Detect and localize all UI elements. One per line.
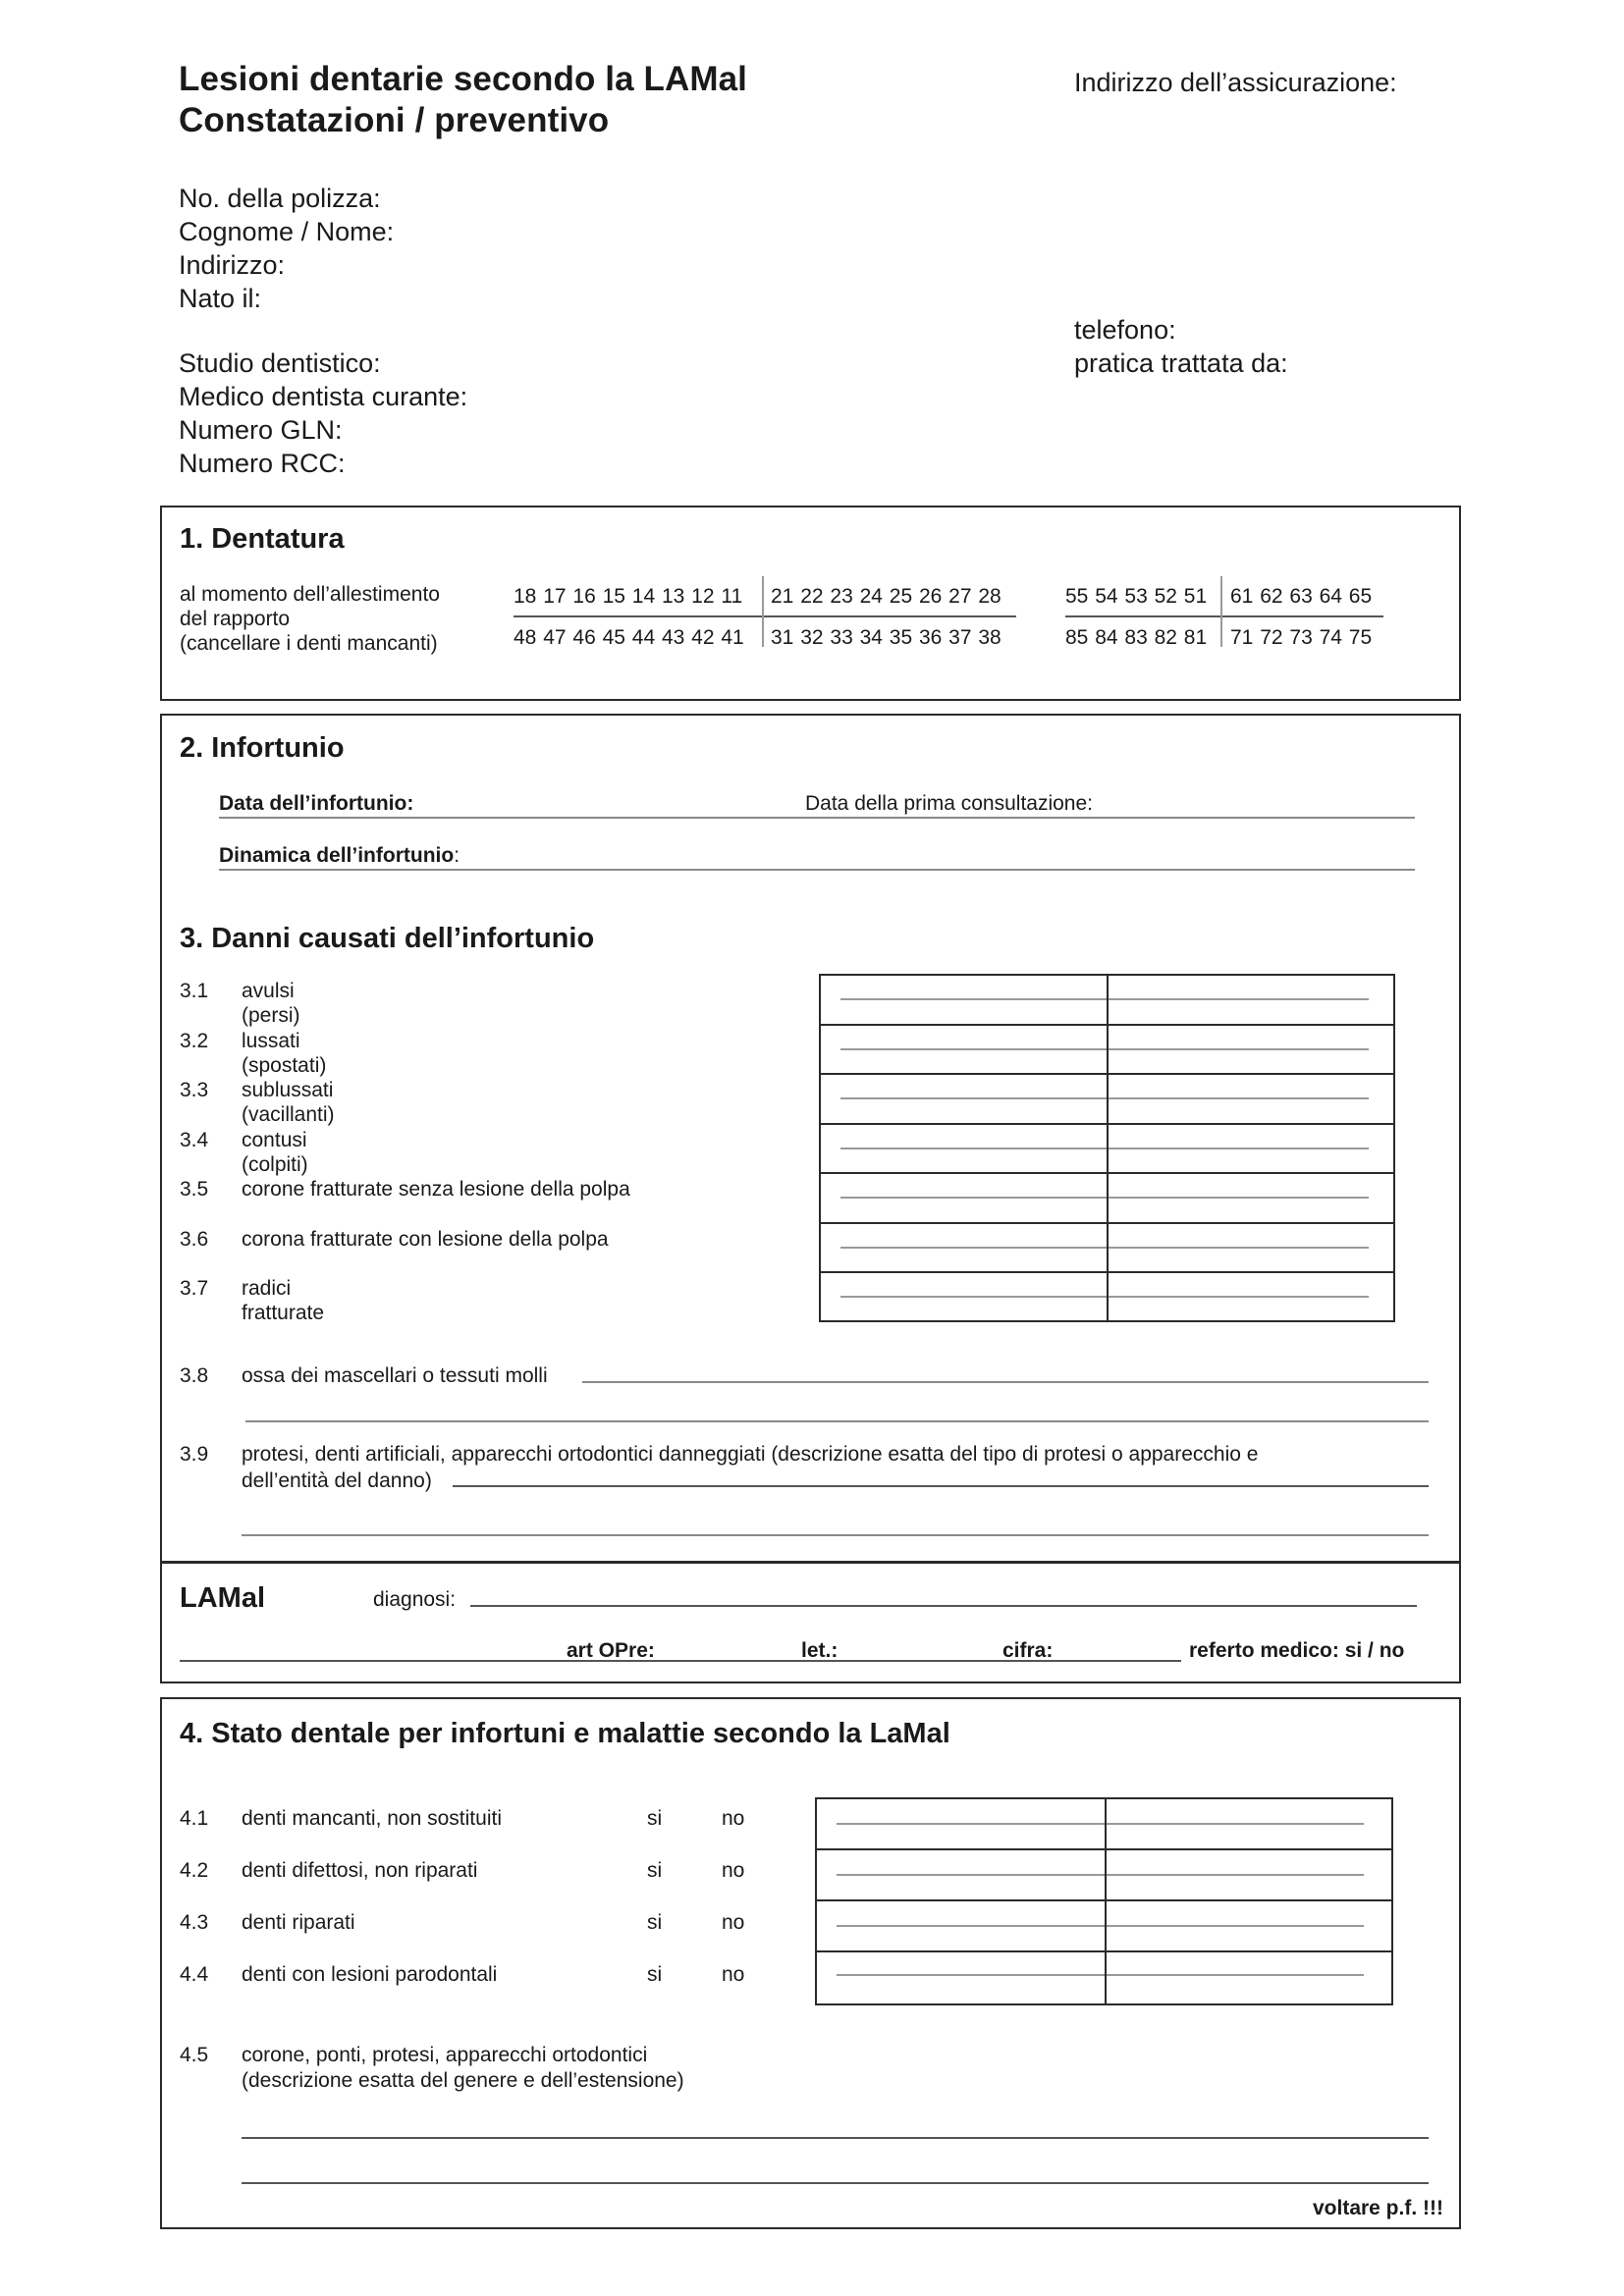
item-number: 3.5	[180, 1178, 209, 1201]
dental-status-list	[180, 1806, 769, 2014]
item-label: denti mancanti, non sostituiti	[242, 1807, 502, 1830]
patient-fields	[179, 182, 394, 315]
deciduous-teeth-chart	[1065, 576, 1389, 655]
damage-item-3-9	[180, 1442, 1397, 1492]
item-number: 3.2	[180, 1029, 209, 1052]
lamal-title: LAMal	[180, 1582, 265, 1614]
grid-cell[interactable]	[821, 1174, 1109, 1222]
grid-cell[interactable]	[821, 976, 1109, 1024]
item-label: ossa dei mascellari o tessuti molli	[242, 1364, 548, 1387]
item-label: protesi, denti artificiali, apparecchi ortodontici danneggiati (descrizione esatta del tipo di protesi o apparecchio e	[242, 1443, 1259, 1466]
jaw-divider	[1065, 615, 1383, 617]
dynamics-label: Dinamica dell’infortunio	[219, 844, 455, 867]
teeth-lower-right[interactable]: 48 47 46 45 44 43 42 41	[514, 626, 744, 649]
grid-cell[interactable]	[821, 1224, 1109, 1272]
grid-row	[817, 1850, 1391, 1901]
insurer-address-label: Indirizzo dell’assicurazione:	[1074, 68, 1397, 97]
item-label: denti con lesioni parodontali	[242, 1963, 498, 1986]
grid-cell[interactable]	[1107, 1273, 1393, 1322]
item-number: 3.7	[180, 1277, 209, 1300]
damage-item	[180, 1276, 325, 1326]
grid-row	[821, 1273, 1393, 1322]
colon: :	[454, 844, 460, 867]
item-number: 3.6	[180, 1227, 209, 1251]
description-line: (cancellare i denti mancanti)	[180, 632, 438, 655]
grid-row	[821, 976, 1393, 1026]
diagnosi-label: diagnosi:	[373, 1588, 457, 1611]
insurer-contact-fields	[1074, 313, 1288, 380]
referto-medico-label[interactable]: referto medico: si / no	[1189, 1639, 1405, 1662]
yes-option[interactable]: si	[647, 1911, 663, 1934]
treating-dentist-field[interactable]: Medico dentista curante:	[179, 382, 468, 411]
section-dentatura	[160, 506, 1461, 701]
grid-row	[821, 1075, 1393, 1125]
grid-cell[interactable]	[821, 1125, 1109, 1173]
no-option[interactable]: no	[722, 1963, 745, 1986]
form-title	[179, 59, 747, 141]
yes-option[interactable]: si	[647, 1859, 663, 1882]
let-label: let.:	[801, 1639, 839, 1662]
rcc-number-field[interactable]: Numero RCC:	[179, 449, 346, 478]
grid-cell[interactable]	[1107, 1075, 1393, 1123]
grid-cell[interactable]	[1105, 1901, 1391, 1950]
damage-item	[180, 1227, 609, 1277]
grid-cell[interactable]	[821, 1075, 1109, 1123]
status-item	[180, 1806, 769, 1858]
grid-row	[821, 1224, 1393, 1274]
prosthetics-input-line2[interactable]	[242, 2182, 1429, 2184]
item-label: corone fratturate senza lesione della polpa	[242, 1178, 630, 1201]
no-option[interactable]: no	[722, 1807, 745, 1830]
grid-cell[interactable]	[817, 1850, 1107, 1899]
birthdate-field[interactable]: Nato il:	[179, 284, 262, 313]
teeth-upper-right[interactable]: 18 17 16 15 14 13 12 11	[514, 585, 743, 608]
first-consult-label: Data della prima consultazione:	[805, 792, 1093, 815]
turn-page-note: voltare p.f. !!!	[1312, 2197, 1443, 2219]
lamal-codes-input[interactable]	[180, 1660, 1181, 1662]
grid-cell[interactable]	[1105, 1952, 1391, 2003]
prosthesis-input[interactable]	[453, 1485, 1429, 1487]
description-line: al momento dell’allestimento	[180, 583, 440, 606]
telefono-field[interactable]: telefono:	[1074, 315, 1176, 345]
dynamics-label-wrap	[219, 843, 460, 868]
description-line: del rapporto	[180, 608, 291, 630]
item-number: 4.3	[180, 1911, 209, 1934]
grid-row	[821, 1125, 1393, 1175]
jaw-tissue-input-line2[interactable]	[245, 1420, 1429, 1422]
damage-item-3-8	[180, 1363, 548, 1388]
jaw-tissue-input[interactable]	[582, 1381, 1429, 1383]
item-label: (descrizione esatta del genere e dell’estensione)	[242, 2069, 684, 2092]
grid-cell[interactable]	[1107, 1026, 1393, 1074]
accident-date-label: Data dell’infortunio:	[219, 792, 414, 815]
section-title: 4. Stato dentale per infortuni e malattie secondo la LaMal	[180, 1718, 950, 1749]
teeth-upper-right-deciduous[interactable]: 55 54 53 52 51	[1065, 585, 1208, 608]
item-number: 3.4	[180, 1128, 209, 1151]
item-number: 4.2	[180, 1859, 209, 1882]
section-title: 2. Infortunio	[180, 732, 345, 764]
no-option[interactable]: no	[722, 1859, 745, 1882]
grid-row	[817, 1901, 1391, 1952]
midline-divider	[1220, 576, 1222, 647]
grid-cell[interactable]	[817, 1952, 1107, 2003]
dentatura-description	[180, 582, 440, 656]
grid-cell[interactable]	[1107, 976, 1393, 1024]
item-number: 3.8	[180, 1364, 209, 1387]
dental-practice-field[interactable]: Studio dentistico:	[179, 348, 381, 378]
grid-row	[817, 1799, 1391, 1850]
item-label: radici fratturate	[242, 1277, 325, 1324]
grid-cell[interactable]	[1107, 1174, 1393, 1222]
damage-entry-grid	[819, 974, 1395, 1322]
dentist-fields	[179, 347, 467, 480]
jaw-divider	[514, 615, 1016, 617]
section-infortunio-danni	[160, 714, 1461, 1563]
item-label: avulsi (persi)	[242, 980, 300, 1027]
accident-date-input[interactable]	[219, 817, 1415, 819]
damage-item	[180, 1029, 327, 1079]
item-number: 3.1	[180, 980, 209, 1002]
lamal-section	[160, 1562, 1461, 1683]
damage-item	[180, 1177, 630, 1227]
grid-cell[interactable]	[821, 1273, 1109, 1322]
form-title-line1: Lesioni dentarie secondo la LAMal	[179, 60, 747, 98]
status-item-4-5	[180, 2043, 965, 2092]
item-number: 3.3	[180, 1079, 209, 1101]
item-label: dell’entità del danno)	[242, 1469, 432, 1492]
grid-cell[interactable]	[821, 1026, 1109, 1074]
grid-cell[interactable]	[1107, 1224, 1393, 1272]
grid-cell[interactable]	[1105, 1799, 1391, 1848]
item-number: 4.4	[180, 1963, 209, 1986]
grid-cell[interactable]	[817, 1901, 1107, 1950]
item-label: denti difettosi, non riparati	[242, 1859, 478, 1882]
address-field[interactable]: Indirizzo:	[179, 250, 286, 280]
no-option[interactable]: no	[722, 1911, 745, 1934]
damage-item	[180, 979, 300, 1029]
cifra-label: cifra:	[1002, 1639, 1054, 1662]
grid-cell[interactable]	[817, 1799, 1107, 1848]
status-item	[180, 1910, 769, 1962]
art-opre-label: art OPre:	[567, 1639, 655, 1662]
damage-item	[180, 1078, 335, 1128]
teeth-lower-left-deciduous[interactable]: 71 72 73 74 75	[1230, 626, 1373, 649]
yes-option[interactable]: si	[647, 1807, 663, 1830]
grid-cell[interactable]	[1105, 1850, 1391, 1899]
diagnosi-input[interactable]	[470, 1605, 1417, 1607]
teeth-upper-left-deciduous[interactable]: 61 62 63 64 65	[1230, 585, 1373, 608]
damage-list	[180, 979, 630, 1326]
item-label: corone, ponti, protesi, apparecchi ortodontici	[242, 2044, 648, 2066]
form-title-line2: Constatazioni / preventivo	[179, 101, 610, 139]
item-number: 4.5	[180, 2044, 209, 2066]
grid-row	[817, 1952, 1391, 2003]
grid-row	[821, 1026, 1393, 1076]
prosthesis-input-line2[interactable]	[242, 1534, 1429, 1536]
item-label: corona fratturate con lesione della polpa	[242, 1227, 609, 1251]
item-label: sublussati (vacillanti)	[242, 1079, 335, 1126]
pratica-field[interactable]: pratica trattata da:	[1074, 348, 1288, 378]
item-number: 4.1	[180, 1807, 209, 1830]
dynamics-input[interactable]	[219, 869, 1415, 871]
midline-divider	[762, 576, 764, 647]
status-item	[180, 1962, 769, 2014]
section-stato-dentale	[160, 1697, 1461, 2229]
yes-option[interactable]: si	[647, 1963, 663, 1986]
item-label: contusi (colpiti)	[242, 1128, 308, 1176]
item-number: 3.9	[180, 1443, 209, 1466]
gln-number-field[interactable]: Numero GLN:	[179, 415, 343, 445]
section-title: 1. Dentatura	[180, 523, 345, 555]
name-field[interactable]: Cognome / Nome:	[179, 217, 395, 246]
damage-item	[180, 1128, 308, 1178]
item-label: denti riparati	[242, 1911, 355, 1934]
teeth-upper-left[interactable]: 21 22 23 24 25 26 27 28	[771, 585, 1001, 608]
policy-number-field[interactable]: No. della polizza:	[179, 184, 381, 213]
status-item	[180, 1858, 769, 1910]
item-label: lussati (spostati)	[242, 1029, 327, 1077]
teeth-lower-right-deciduous[interactable]: 85 84 83 82 81	[1065, 626, 1208, 649]
section-title: 3. Danni causati dell’infortunio	[180, 923, 595, 954]
prosthetics-input[interactable]	[242, 2137, 1429, 2139]
grid-row	[821, 1174, 1393, 1224]
dental-status-grid	[815, 1797, 1393, 2005]
grid-cell[interactable]	[1107, 1125, 1393, 1173]
teeth-lower-left[interactable]: 31 32 33 34 35 36 37 38	[771, 626, 1001, 649]
